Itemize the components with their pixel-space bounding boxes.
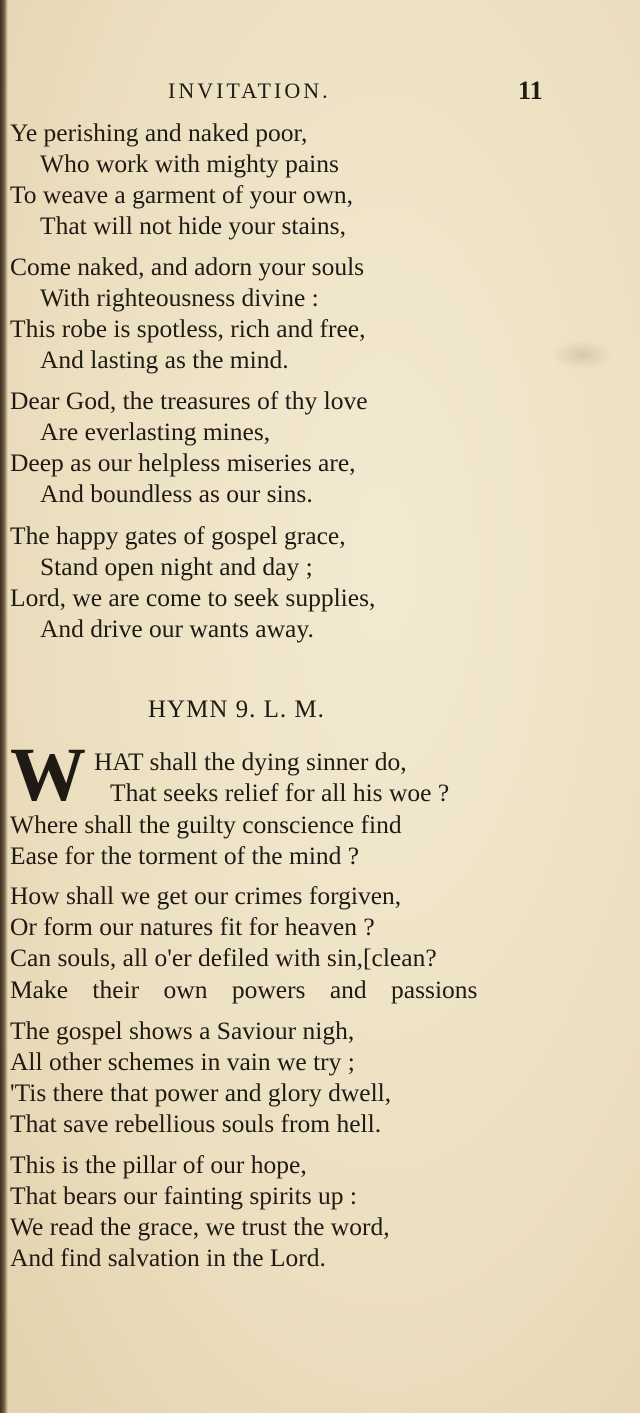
verse-line: That save rebellious souls from hell. bbox=[10, 1109, 382, 1138]
page-number: 11 bbox=[518, 76, 543, 105]
verse-line: Dear God, the treasures of thy love bbox=[10, 386, 368, 415]
verse-line: And find salvation in the Lord. bbox=[10, 1243, 326, 1272]
verse-line: Lord, we are come to seek supplies, bbox=[10, 583, 376, 612]
verse-line: And drive our wants away. bbox=[40, 614, 314, 643]
verse-line: Where shall the guilty conscience find bbox=[10, 810, 402, 839]
paper-stain bbox=[552, 340, 612, 370]
hymn-title: HYMN 9. L. M. bbox=[148, 696, 325, 723]
verse-line: Stand open night and day ; bbox=[40, 552, 313, 581]
verse-line: How shall we get our crimes forgiven, bbox=[10, 881, 402, 910]
verse-line: Deep as our helpless miseries are, bbox=[10, 448, 356, 477]
verse-line: HAT shall the dying sinner do, bbox=[94, 747, 407, 776]
verse-line: Ease for the torment of the mind ? bbox=[10, 841, 360, 870]
verse-line: That bears our fainting spirits up : bbox=[10, 1181, 358, 1210]
verse-line: The gospel shows a Saviour nigh, bbox=[10, 1016, 355, 1045]
verse-line: This robe is spotless, rich and free, bbox=[10, 314, 366, 343]
verse-line: This is the pillar of our hope, bbox=[10, 1150, 307, 1179]
verse-line: With righteousness divine : bbox=[40, 283, 319, 312]
verse-line: Can souls, all o'er defiled with sin,[clean? bbox=[10, 943, 437, 972]
page-header bbox=[0, 76, 640, 110]
verse-line: Make their own powers and passions bbox=[10, 975, 478, 1004]
verse-line: That will not hide your stains, bbox=[40, 211, 346, 240]
verse-line: 'Tis there that power and glory dwell, bbox=[10, 1078, 392, 1107]
verse-line: Who work with mighty pains bbox=[40, 149, 339, 178]
running-title: INVITATION. bbox=[168, 78, 331, 103]
verse-line: Ye perishing and naked poor, bbox=[10, 118, 308, 147]
verse-line: To weave a garment of your own, bbox=[10, 180, 354, 209]
verse-line: Come naked, and adorn your souls bbox=[10, 252, 365, 281]
binding-gutter bbox=[0, 0, 8, 1413]
verse-line: That seeks relief for all his woe ? bbox=[110, 778, 450, 807]
verse-line: Are everlasting mines, bbox=[40, 417, 271, 446]
verse-line: And boundless as our sins. bbox=[40, 479, 313, 508]
verse-line: We read the grace, we trust the word, bbox=[10, 1212, 390, 1241]
verse-line: All other schemes in vain we try ; bbox=[10, 1047, 355, 1076]
verse-line: Or form our natures fit for heaven ? bbox=[10, 912, 375, 941]
verse-line: The happy gates of gospel grace, bbox=[10, 521, 346, 550]
verse-line: And lasting as the mind. bbox=[40, 345, 289, 374]
drop-cap: W bbox=[10, 733, 86, 817]
